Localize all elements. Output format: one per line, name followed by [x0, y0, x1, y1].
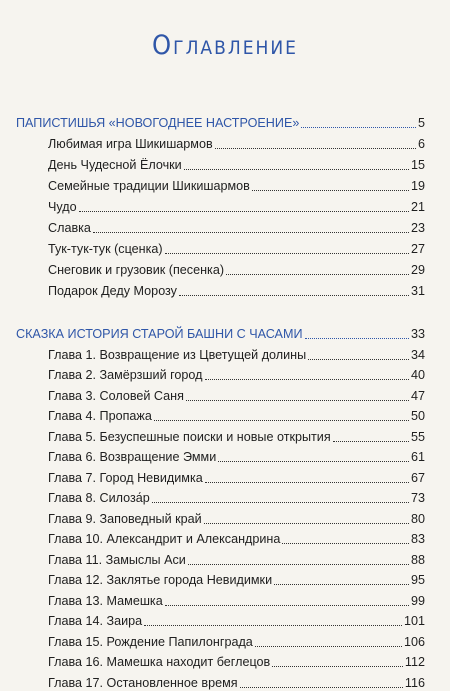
toc-item[interactable] [0, 468, 450, 486]
page-number: 88 [410, 552, 425, 567]
page-title: Оглавление [152, 30, 298, 61]
page-number: 21 [410, 200, 425, 214]
dot-leader [144, 624, 402, 626]
page-number: 101 [403, 614, 425, 628]
toc-item-label: Глава 7. Город Невидимка [48, 470, 203, 485]
toc-item[interactable] [0, 365, 450, 383]
dot-leader [154, 419, 409, 421]
toc-item-label: Глава 1. Возвращение из Цветущей долины [48, 347, 307, 362]
page-number: 15 [410, 158, 425, 172]
page-number: 116 [404, 675, 425, 690]
toc-item[interactable] [0, 406, 450, 424]
dot-leader [179, 294, 409, 296]
dot-leader [218, 460, 409, 462]
toc-item[interactable] [0, 447, 450, 465]
page-number: 112 [404, 655, 425, 669]
dot-leader [165, 252, 409, 254]
dot-leader [240, 686, 403, 688]
dot-leader [205, 481, 409, 483]
page-number: 50 [410, 409, 425, 423]
toc-item-label: Глава 3. Соловей Саня [48, 388, 184, 403]
dot-leader [255, 645, 402, 647]
toc-item[interactable] [0, 632, 450, 650]
toc-section-2[interactable] [0, 324, 450, 342]
page-number: 19 [410, 179, 425, 193]
dot-leader [165, 604, 409, 606]
page-number: 73 [410, 491, 425, 505]
toc-item[interactable] [0, 386, 450, 404]
dot-leader [184, 168, 409, 170]
toc-item[interactable] [0, 197, 450, 215]
toc-item-label: Подарок Деду Морозу [48, 284, 177, 298]
toc-item-label: Глава 8. Силоза́р [48, 491, 150, 505]
toc-item-label: Глава 9. Заповедный край [48, 511, 202, 526]
toc-item-label: Тук-тук-тук (сценка) [48, 242, 163, 256]
page-number: 55 [410, 429, 425, 444]
toc-item[interactable] [0, 509, 450, 527]
dot-leader [333, 440, 409, 442]
dot-leader [252, 189, 409, 191]
page-number: 5 [417, 116, 425, 130]
dot-leader [226, 273, 409, 275]
toc-item[interactable] [0, 550, 450, 568]
toc-item[interactable] [0, 529, 450, 547]
toc-item-label: День Чудесной Ёлочки [48, 158, 182, 172]
dot-leader [282, 542, 409, 544]
dot-leader [308, 358, 409, 360]
toc-item-label: Глава 11. Замыслы Аси [48, 552, 186, 567]
toc-item-label: Снеговик и грузовик (песенка) [48, 263, 225, 277]
toc-item-label: Глава 2. Замёрзший город [48, 368, 203, 382]
page-number: 34 [410, 347, 425, 362]
toc-item-label: Глава 13. Мамешка [48, 593, 163, 608]
dot-leader [301, 126, 416, 128]
dot-leader [204, 522, 409, 524]
toc-item-label: Глава 15. Рождение Папилонграда [48, 634, 253, 649]
section-title: СКАЗКА ИСТОРИЯ СТАРОЙ БАШНИ С ЧАСАМИ [16, 327, 303, 341]
page-number: 80 [410, 511, 425, 526]
page-number: 31 [410, 284, 425, 298]
page-number: 23 [410, 221, 425, 235]
toc-item-label: Глава 14. Заира [48, 614, 143, 628]
page-number: 27 [410, 242, 425, 256]
toc-item-label: Семейные традиции Шикишармов [48, 179, 250, 193]
toc-item-label: Глава 12. Заклятье города Невидимки [48, 573, 273, 587]
toc-section-1[interactable] [0, 113, 450, 131]
toc-item[interactable] [0, 591, 450, 609]
toc-item[interactable] [0, 570, 450, 588]
page-number: 83 [410, 532, 425, 546]
toc-item[interactable] [0, 611, 450, 629]
dot-leader [215, 147, 416, 149]
toc-item[interactable] [0, 345, 450, 363]
toc-item-label: Глава 17. Остановленное время [48, 675, 238, 690]
page-number: 40 [410, 368, 425, 382]
dot-leader [79, 210, 409, 212]
page-number: 61 [410, 450, 425, 464]
page-number: 6 [417, 137, 425, 151]
page-number: 99 [410, 593, 425, 608]
toc-item-label: Глава 10. Александрит и Александрина [48, 532, 281, 546]
section-title: ПАПИСТИШЬЯ «НОВОГОДНЕЕ НАСТРОЕНИЕ» [16, 116, 300, 130]
toc-item-label: Чудо [48, 200, 77, 214]
toc-item[interactable] [0, 281, 450, 299]
dot-leader [188, 563, 409, 565]
toc-item[interactable] [0, 155, 450, 173]
toc-item-label: Глава 5. Безуспешные поиски и новые открытия [48, 429, 331, 444]
toc-item-label: Глава 6. Возвращение Эмми [48, 450, 217, 464]
toc-item-label: Глава 16. Мамешка находит беглецов [48, 655, 271, 669]
page-number: 33 [410, 327, 425, 341]
dot-leader [272, 665, 403, 667]
dot-leader [93, 231, 409, 233]
dot-leader [186, 399, 409, 401]
page-number: 47 [410, 388, 425, 403]
toc-item[interactable] [0, 218, 450, 236]
toc-item[interactable] [0, 427, 450, 445]
dot-leader [152, 501, 409, 503]
toc-item-label: Славка [48, 221, 91, 235]
page-number: 95 [410, 573, 425, 587]
page-number: 67 [410, 470, 425, 485]
toc-item[interactable] [0, 652, 450, 670]
page-number: 106 [403, 634, 425, 649]
toc-item-label: Глава 4. Пропажа [48, 409, 152, 423]
toc-item[interactable] [0, 260, 450, 278]
toc-item[interactable] [0, 134, 450, 152]
dot-leader [205, 378, 409, 380]
toc-item-label: Любимая игра Шикишармов [48, 137, 213, 151]
toc-item[interactable] [0, 176, 450, 194]
toc-item[interactable] [0, 239, 450, 257]
toc-item[interactable] [0, 488, 450, 506]
page-number: 29 [410, 263, 425, 277]
dot-leader [274, 583, 409, 585]
dot-leader [305, 337, 409, 339]
